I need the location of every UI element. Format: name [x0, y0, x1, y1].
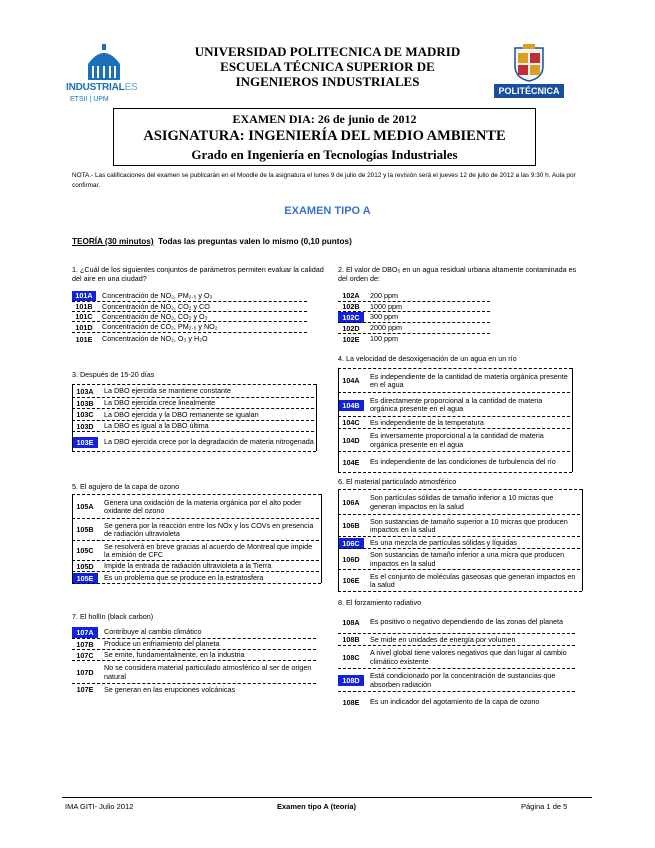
- institution-header: [150, 44, 505, 89]
- q1-title: 1. ¿Cuál de los siguientes conjuntos de parámetros permiten evaluar la calidad del aire en una ciudad?: [72, 265, 324, 283]
- q7-options: [72, 627, 330, 695]
- option-code: 108D: [338, 675, 364, 686]
- answer-option-105C[interactable]: [72, 540, 319, 561]
- option-text: Es una mezcla de partículas sólidas y líquidas: [370, 537, 518, 547]
- q3-title: 3. Después de 15-20 días: [72, 370, 155, 379]
- industriales-logo: [66, 44, 144, 106]
- option-text: Son partículas sólidas de tamaño inferior a 10 micras que generan impactos en la salud: [370, 493, 554, 511]
- q7-title: 7. El hollín (black carbon): [72, 612, 154, 621]
- option-text: Se resolverá en breve gracias al acuerdo de Montreal que impide la emisión de CFC: [104, 541, 313, 559]
- options-frame-right: [321, 494, 322, 583]
- option-text: Es independiente de la temperatura: [370, 417, 484, 427]
- answer-option-106E[interactable]: [338, 569, 580, 592]
- option-text: Concentración de NO₂, CO₂ y O₃: [102, 311, 208, 321]
- option-text: La DBO es igual a la DBO última: [104, 421, 209, 431]
- option-text: Es el conjunto de moléculas gaseosas que generan impactos en la salud: [370, 571, 576, 589]
- option-text: Se mide en unidades de energía por volumen: [370, 634, 516, 644]
- answer-option-106A[interactable]: [338, 491, 580, 514]
- options-frame-top: [338, 489, 582, 490]
- option-code: 103D: [76, 422, 94, 431]
- option-code: 101B: [75, 302, 93, 311]
- options-frame-left: [338, 489, 339, 591]
- option-text: 100 ppm: [370, 334, 398, 344]
- q5-title: 5. El agujero de la capa de ozono: [72, 482, 180, 491]
- options-frame-bottom: [72, 583, 321, 584]
- option-code: 107E: [76, 685, 94, 694]
- answer-option-101A[interactable]: [72, 291, 307, 301]
- option-code: 106D: [342, 555, 360, 564]
- option-text: Es independiente de las condiciones de turbulencia del río: [370, 457, 556, 467]
- logo-brand-suffix: ES: [124, 82, 138, 93]
- q6-options: [338, 491, 583, 591]
- dome-icon: [84, 44, 124, 82]
- q5-options: [72, 496, 330, 583]
- q4-options: [338, 370, 583, 472]
- option-text: Está condicionado por la concentración de sustancias que absorben radiación: [370, 671, 556, 689]
- q3-options: [72, 386, 330, 451]
- option-code: 105D: [76, 562, 94, 571]
- teoria-heading: [72, 237, 352, 246]
- answer-option-108D[interactable]: [338, 668, 575, 692]
- options-frame-right: [316, 384, 317, 451]
- option-text: Es un problema que se produce en la estratosfera: [104, 572, 264, 582]
- option-text: No se considera material particulado atmosférico al ser de origen natural: [104, 663, 312, 681]
- answer-option-106B[interactable]: [338, 514, 580, 537]
- answer-option-108A[interactable]: [338, 612, 575, 633]
- option-code: 107D: [76, 668, 94, 677]
- answer-option-107D[interactable]: [72, 660, 316, 684]
- option-text: La DBO ejercida se mantiene constante: [104, 386, 232, 396]
- options-frame-top: [72, 494, 321, 495]
- exam-type-title: EXAMEN TIPO A: [284, 205, 371, 217]
- option-text: Es independiente de la cantidad de materia orgánica presente en el agua: [370, 371, 568, 389]
- option-code: 101D: [75, 323, 93, 332]
- option-text: Concentración de CO₂, PM₂.₅ y NO₂: [102, 322, 218, 332]
- option-code: 103C: [76, 410, 94, 419]
- q8-options: [338, 612, 583, 712]
- option-text: Se genera por la reacción entre los NOx y los COVs en presencia de radiación ultravioleta: [104, 520, 314, 538]
- option-code: 108A: [342, 618, 360, 627]
- options-frame-top: [338, 368, 572, 369]
- teoria-rest: Todas las preguntas valen lo mismo (0,10 puntos): [158, 237, 352, 246]
- option-code: 106A: [342, 498, 360, 507]
- option-text: Contribuye al cambio climático: [104, 627, 202, 637]
- subject-name: ASIGNATURA: INGENIERÍA DEL MEDIO AMBIENTE: [143, 128, 506, 144]
- option-code: 103A: [76, 387, 94, 396]
- option-text: Es un indicador del agotamiento de la capa de ozono: [370, 697, 540, 707]
- answer-option-104D[interactable]: [338, 428, 570, 452]
- answer-option-108E[interactable]: [338, 691, 575, 713]
- options-frame-right: [572, 368, 573, 472]
- option-code: 104C: [342, 418, 360, 427]
- logo-sub-text: ETSII | UPM: [70, 96, 109, 103]
- crest-icon: [512, 44, 546, 82]
- option-code: 107B: [76, 640, 94, 649]
- q8-title: 8. El forzamiento radiativo: [338, 598, 422, 607]
- option-code: 102A: [342, 291, 360, 300]
- option-text: Se generan en las erupciones volcánicas: [104, 684, 236, 694]
- option-code: 105C: [76, 546, 94, 555]
- option-text: Son sustancias de tamaño inferior a una micra que producen impactos en la salud: [370, 550, 565, 568]
- option-text: 1000 ppm: [370, 301, 402, 311]
- logo-brand-text: INDUSTRIAL: [66, 82, 125, 93]
- school-line-1: ESCUELA TÉCNICA SUPERIOR DE: [220, 59, 435, 74]
- answer-option-107A[interactable]: [72, 627, 316, 638]
- option-text: Es positivo o negativo dependiendo de las zonas del planeta: [370, 617, 564, 627]
- option-text: Se emite, fundamentalmente, en la industria: [104, 650, 245, 660]
- option-text: Es inversamente proporcional a la cantidad de materia orgánica presente en el agua: [370, 431, 544, 449]
- answer-option-104E[interactable]: [338, 451, 570, 473]
- school-line-2: INGENIEROS INDUSTRIALES: [235, 74, 420, 89]
- option-code: 104A: [342, 376, 360, 385]
- q1-options: [72, 291, 330, 345]
- option-code: 102B: [342, 302, 360, 311]
- answer-option-108C[interactable]: [338, 645, 575, 669]
- answer-option-103E[interactable]: [72, 431, 314, 452]
- option-text: Son sustancias de tamaño superior a 10 micras que producen impactos en la salud: [370, 516, 568, 534]
- option-code: 104E: [342, 458, 360, 467]
- option-code: 104B: [338, 400, 364, 411]
- option-text: La DBO ejercida crece linealmente: [104, 398, 216, 408]
- university-name: UNIVERSIDAD POLITECNICA DE MADRID: [194, 44, 461, 59]
- option-code: 104D: [342, 436, 360, 445]
- option-code: 108C: [342, 653, 360, 662]
- options-frame-right: [582, 489, 583, 591]
- option-code: 108E: [342, 698, 360, 707]
- option-code: 107C: [76, 651, 94, 660]
- option-text: A nivel global tiene valores negativos que dan lugar al cambio climático existente: [370, 648, 567, 666]
- exam-date: EXAMEN DIA: 26 de junio de 2012: [232, 112, 417, 126]
- q2-title: 2. El valor de DBO₅ en un agua residual urbana altamente contaminada es del orden de:: [338, 265, 577, 283]
- option-code: 106C: [338, 538, 364, 549]
- option-code: 102C: [338, 312, 364, 323]
- option-code: 101E: [75, 335, 93, 344]
- options-frame-bottom: [338, 472, 572, 473]
- option-text: Es directamente proporcional a la cantidad de materia orgánica presente en el agua: [370, 395, 543, 413]
- answer-option-102E[interactable]: [338, 333, 490, 345]
- q4-title: 4. La velocidad de desoxigenación de un agua en un río: [338, 354, 517, 363]
- option-text: Impide la entrada de radiación ultravioleta a la Tierra: [104, 561, 272, 571]
- option-text: Concentración de NO₂, CO₂ y CO: [102, 301, 210, 311]
- option-text: 2000 ppm: [370, 323, 402, 333]
- options-frame-left: [338, 368, 339, 472]
- option-text: Genera una oxidación de la materia orgánica por el alto poder oxidante del ozono: [104, 497, 302, 515]
- option-text: La DBO ejercida crece por la degradación de materia nitrogenada: [104, 436, 314, 446]
- option-code: 108B: [342, 635, 360, 644]
- answer-option-102A[interactable]: [338, 291, 490, 301]
- q2-options: [338, 291, 583, 344]
- option-code: 105B: [76, 525, 94, 534]
- degree-name: Grado en Ingeniería en Tecnologías Industriales: [191, 147, 458, 162]
- answer-option-105A[interactable]: [72, 496, 319, 518]
- exam-info-box: [113, 108, 536, 166]
- option-code: 102E: [342, 335, 360, 344]
- options-frame-left: [72, 494, 73, 583]
- options-frame-bottom: [72, 451, 316, 452]
- footer-left: IMA GITI- Julio 2012: [65, 802, 134, 811]
- politecnica-logo: [492, 44, 568, 102]
- footer-divider: [62, 797, 592, 798]
- options-frame-top: [72, 384, 316, 385]
- nota-text: NOTA.- Las calificaciones del examen se publicarán en el Moodle de la asignatura el lunes 9 de julio de 2012 y la revisión será el jueves 12 de julio de 2012 a las 9:30 h. Aula por confirmar.: [72, 172, 576, 189]
- option-code: 103E: [72, 437, 98, 448]
- q6-title: 6. El material particulado atmosférico: [338, 477, 457, 486]
- option-code: 107A: [72, 627, 98, 638]
- option-text: Concentración de NO₂, O₃ y H₂O: [102, 334, 208, 344]
- footer-right: Página 1 de 5: [521, 802, 568, 811]
- option-code: 106E: [342, 576, 360, 585]
- option-code: 101C: [75, 312, 93, 321]
- answer-option-105B[interactable]: [72, 518, 319, 541]
- answer-option-104A[interactable]: [338, 370, 570, 392]
- logo-band-text: POLITÉCNICA: [494, 84, 564, 98]
- option-code: 105E: [72, 573, 98, 584]
- options-frame-bottom: [338, 591, 582, 592]
- option-text: Concentración de NO₂, PM₂.₅ y O₃: [102, 290, 213, 300]
- option-code: 103B: [76, 399, 94, 408]
- answer-option-103A[interactable]: [72, 386, 314, 397]
- option-text: 200 ppm: [370, 290, 398, 300]
- option-text: La DBO ejercida y la DBO remanente se igualan: [104, 409, 259, 419]
- answer-option-107E[interactable]: [72, 683, 316, 696]
- option-code: 106B: [342, 521, 360, 530]
- answer-option-106D[interactable]: [338, 548, 580, 570]
- teoria-label: TEORÍA (30 minutos): [72, 237, 154, 246]
- option-code: 101A: [72, 291, 96, 301]
- option-code: 102D: [342, 324, 360, 333]
- option-code: 105A: [76, 502, 94, 511]
- option-text: Produce un enfriamiento del planeta: [104, 639, 220, 649]
- options-frame-left: [72, 384, 73, 451]
- option-text: 300 ppm: [370, 312, 398, 322]
- answer-option-101E[interactable]: [72, 332, 307, 346]
- footer-middle: Examen tipo A (teoría): [277, 802, 357, 811]
- answer-option-104B[interactable]: [338, 392, 570, 417]
